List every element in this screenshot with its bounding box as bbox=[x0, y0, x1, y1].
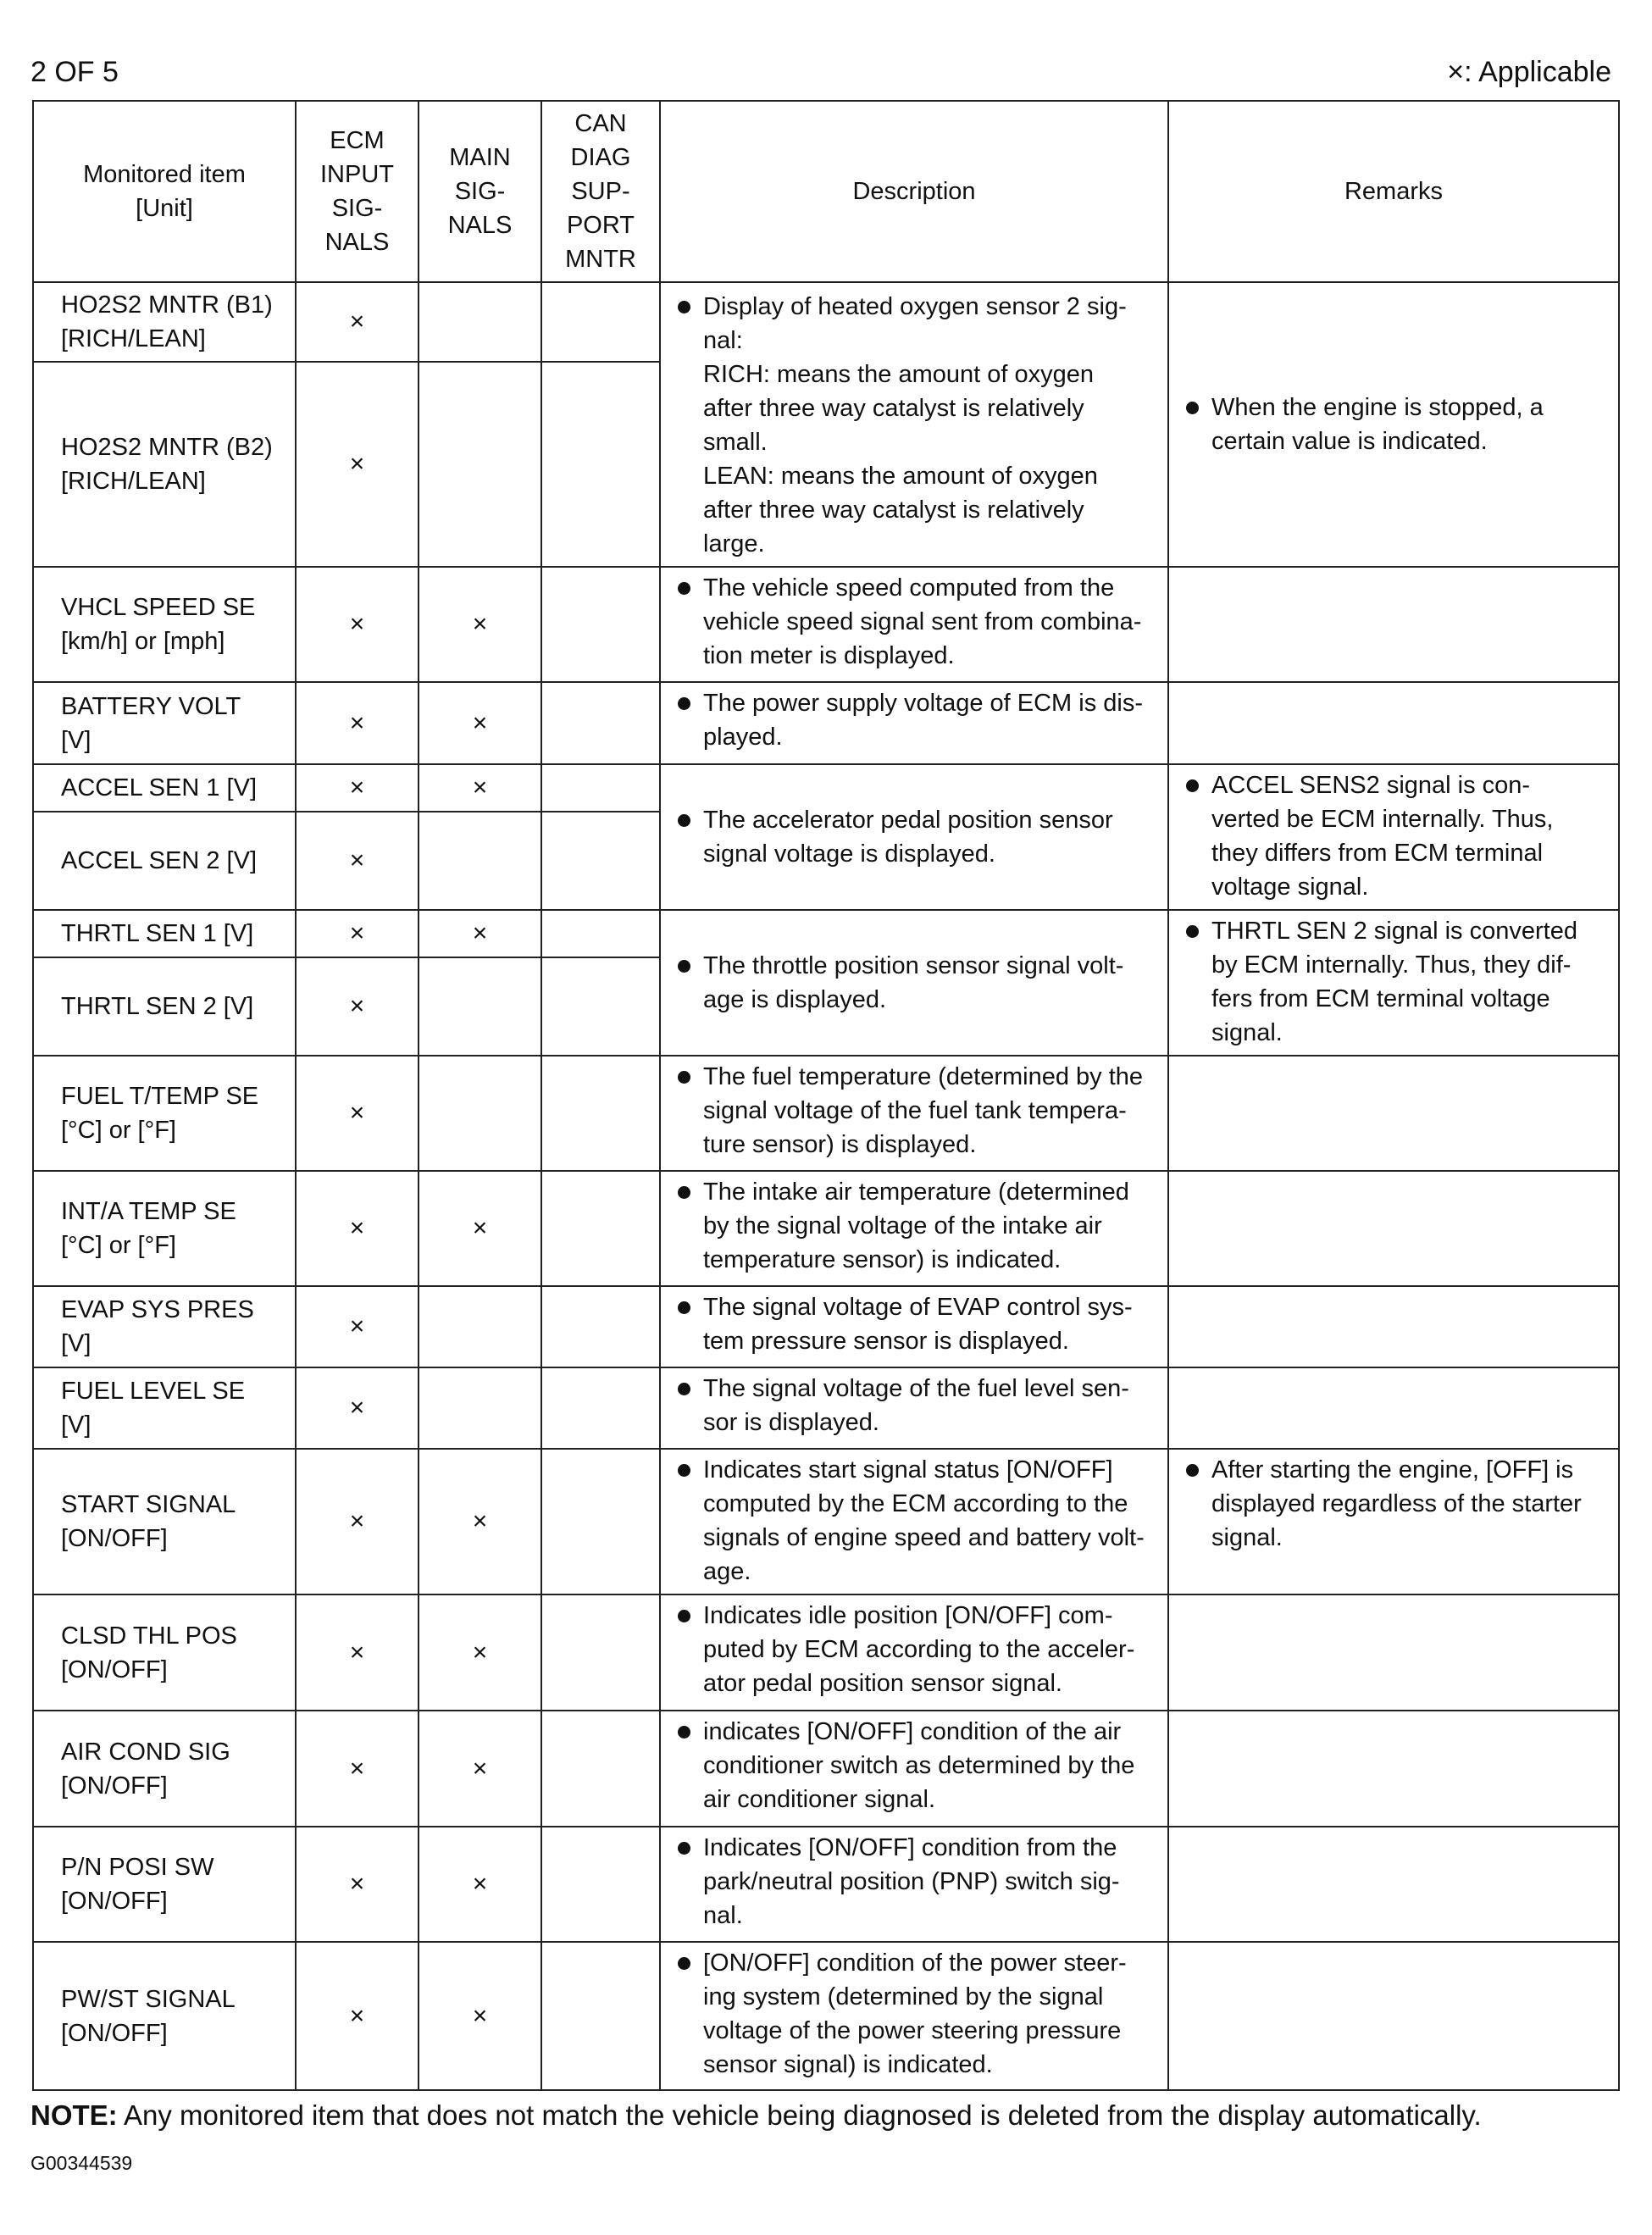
applicable-mark: × bbox=[349, 774, 365, 801]
text-line: ACCEL SEN 1 [V] bbox=[61, 774, 258, 801]
text-line: ACCEL SENS2 signal is con- bbox=[1211, 772, 1531, 799]
bullet-item bbox=[676, 1060, 1159, 1162]
text-line: The fuel temperature (determined by the bbox=[703, 1063, 1144, 1090]
text-line: DIAG bbox=[570, 144, 631, 171]
can-mark bbox=[541, 1827, 660, 1942]
monitored-item bbox=[33, 362, 296, 567]
monitored-item bbox=[33, 682, 296, 764]
text-line: [RICH/LEAN] bbox=[61, 468, 206, 495]
monitored-item bbox=[33, 957, 296, 1056]
remarks bbox=[1168, 910, 1619, 1056]
ecm-mark bbox=[296, 957, 419, 1056]
applicable-mark: × bbox=[349, 1394, 365, 1422]
text-line: displayed regardless of the starter bbox=[1211, 1490, 1582, 1517]
applicable-mark: × bbox=[472, 1507, 488, 1535]
monitored-item bbox=[33, 1942, 296, 2090]
ecm-mark bbox=[296, 812, 419, 910]
text-line: by the signal voltage of the intake air bbox=[703, 1212, 1102, 1240]
ecm-mark bbox=[296, 1056, 419, 1171]
remarks bbox=[1168, 282, 1619, 567]
can-mark bbox=[541, 957, 660, 1056]
monitor-table bbox=[32, 100, 1620, 2091]
applicable-mark: × bbox=[349, 308, 365, 336]
applicable-mark: × bbox=[349, 1214, 365, 1242]
table-row bbox=[33, 682, 1619, 764]
text-line: [ON/OFF] bbox=[61, 2019, 168, 2047]
monitored-item bbox=[33, 764, 296, 812]
page-label: 2 OF 5 bbox=[30, 56, 119, 88]
text-line: ing system (determined by the signal bbox=[703, 1983, 1104, 2010]
can-mark bbox=[541, 1942, 660, 2090]
applicable-mark: × bbox=[349, 1754, 365, 1783]
text-line: nal: bbox=[703, 327, 743, 354]
text-line: after three way catalyst is relatively bbox=[703, 496, 1084, 524]
can-mark bbox=[541, 910, 660, 957]
text-line: [ON/OFF] condition of the power steer- bbox=[703, 1949, 1127, 1977]
text-line: CAN bbox=[574, 110, 627, 137]
applicable-mark: × bbox=[349, 1507, 365, 1535]
table-row bbox=[33, 764, 1619, 812]
bullet-item bbox=[676, 1175, 1159, 1277]
ecm-mark bbox=[296, 567, 419, 682]
text-line: puted by ECM according to the acceler- bbox=[703, 1636, 1135, 1663]
text-line: [°C] or [°F] bbox=[61, 1232, 176, 1259]
text-line: CLSD THL POS bbox=[61, 1622, 237, 1650]
text-line: [Unit] bbox=[136, 195, 193, 222]
main-mark bbox=[419, 1286, 541, 1367]
text-line: BATTERY VOLT bbox=[61, 692, 241, 720]
text-line: RICH: means the amount of oxygen bbox=[703, 361, 1095, 388]
remarks bbox=[1168, 1711, 1619, 1827]
bullet-item bbox=[1184, 1453, 1610, 1555]
ecm-mark bbox=[296, 910, 419, 957]
text-line: [°C] or [°F] bbox=[61, 1117, 176, 1144]
monitored-item bbox=[33, 910, 296, 957]
header-description: Description bbox=[660, 101, 1168, 282]
bullet-item bbox=[676, 1599, 1159, 1700]
main-mark bbox=[419, 1942, 541, 2090]
remarks bbox=[1168, 1056, 1619, 1171]
text-line: HO2S2 MNTR (B1) bbox=[61, 291, 273, 319]
can-mark bbox=[541, 1367, 660, 1449]
can-mark bbox=[541, 567, 660, 682]
text-line: THRTL SEN 1 [V] bbox=[61, 920, 254, 947]
applicable-mark: × bbox=[349, 1312, 365, 1340]
monitored-item bbox=[33, 1711, 296, 1827]
can-mark bbox=[541, 1056, 660, 1171]
text-line: Display of heated oxygen sensor 2 sig- bbox=[703, 293, 1127, 320]
description bbox=[660, 1171, 1168, 1286]
text-line: sensor signal) is indicated. bbox=[703, 2051, 993, 2078]
text-line: [ON/OFF] bbox=[61, 1655, 168, 1683]
table-row bbox=[33, 1942, 1619, 2090]
applicable-mark: × bbox=[472, 1870, 488, 1898]
text-line: park/neutral position (PNP) switch sig- bbox=[703, 1868, 1120, 1895]
bullet-item bbox=[1184, 391, 1610, 458]
main-mark bbox=[419, 1827, 541, 1942]
applicable-mark: × bbox=[472, 1638, 488, 1667]
remarks bbox=[1168, 764, 1619, 910]
text-line: HO2S2 MNTR (B2) bbox=[61, 434, 273, 461]
note-text: Any monitored item that does not match the vehicle being diagnosed is deleted from the display automatically. bbox=[117, 2099, 1482, 2131]
text-line: tion meter is displayed. bbox=[703, 642, 955, 669]
header-main-signals bbox=[419, 101, 541, 282]
can-mark bbox=[541, 1286, 660, 1367]
header-can-diag-support-mntr bbox=[541, 101, 660, 282]
bullet-item bbox=[1184, 768, 1610, 904]
text-line: NALS bbox=[324, 229, 390, 256]
text-line: signals of engine speed and battery volt- bbox=[703, 1524, 1145, 1551]
text-line: conditioner switch as determined by the bbox=[703, 1752, 1135, 1779]
text-line: computed by the ECM according to the bbox=[703, 1490, 1128, 1517]
table-row bbox=[33, 1286, 1619, 1367]
text-line: PW/ST SIGNAL bbox=[61, 1985, 236, 2013]
applicable-mark: × bbox=[349, 919, 365, 947]
ecm-mark bbox=[296, 1286, 419, 1367]
main-mark bbox=[419, 812, 541, 910]
monitored-item bbox=[33, 812, 296, 910]
ecm-mark bbox=[296, 1367, 419, 1449]
table-row bbox=[33, 910, 1619, 957]
text-line: indicates [ON/OFF] condition of the air bbox=[703, 1718, 1122, 1745]
ecm-mark bbox=[296, 1449, 419, 1594]
bullet-item bbox=[676, 1372, 1159, 1439]
main-mark bbox=[419, 1056, 541, 1171]
text-line: The vehicle speed computed from the bbox=[703, 574, 1115, 602]
ecm-mark bbox=[296, 682, 419, 764]
text-line: ator pedal position sensor signal. bbox=[703, 1670, 1062, 1697]
text-line: age. bbox=[703, 1558, 751, 1585]
text-line: small. bbox=[703, 429, 768, 456]
description bbox=[660, 682, 1168, 764]
text-line: sor is displayed. bbox=[703, 1409, 879, 1436]
text-line: after three way catalyst is relatively bbox=[703, 395, 1084, 422]
description bbox=[660, 567, 1168, 682]
main-mark bbox=[419, 282, 541, 362]
monitored-item bbox=[33, 282, 296, 362]
note-label: NOTE: bbox=[30, 2099, 118, 2131]
text-line: large. bbox=[703, 530, 765, 557]
text-line: Indicates start signal status [ON/OFF] bbox=[703, 1456, 1113, 1484]
ecm-mark bbox=[296, 764, 419, 812]
remarks bbox=[1168, 1286, 1619, 1367]
text-line: ACCEL SEN 2 [V] bbox=[61, 847, 258, 874]
can-mark bbox=[541, 362, 660, 567]
text-line: [V] bbox=[61, 1330, 91, 1357]
table-row bbox=[33, 1171, 1619, 1286]
can-mark bbox=[541, 1449, 660, 1594]
bullet-item bbox=[676, 1453, 1159, 1589]
remarks bbox=[1168, 682, 1619, 764]
remarks bbox=[1168, 1171, 1619, 1286]
text-line: Monitored item bbox=[83, 161, 246, 188]
applicable-mark: × bbox=[349, 708, 365, 737]
applicable-mark: × bbox=[472, 2001, 488, 2030]
monitored-item bbox=[33, 1827, 296, 1942]
remarks bbox=[1168, 1449, 1619, 1594]
can-mark bbox=[541, 1594, 660, 1711]
text-line: signal. bbox=[1211, 1524, 1283, 1551]
text-line: The signal voltage of the fuel level sen- bbox=[703, 1375, 1129, 1402]
text-line: P/N POSI SW bbox=[61, 1854, 214, 1881]
can-mark bbox=[541, 812, 660, 910]
bullet-item bbox=[676, 1946, 1159, 2082]
bullet-item bbox=[676, 571, 1159, 673]
text-line: ture sensor) is displayed. bbox=[703, 1131, 977, 1158]
main-mark bbox=[419, 1449, 541, 1594]
text-line: PORT bbox=[566, 212, 635, 239]
bullet-item bbox=[676, 803, 1159, 871]
header-ecm-input-signals bbox=[296, 101, 419, 282]
description bbox=[660, 1367, 1168, 1449]
description bbox=[660, 1449, 1168, 1594]
monitored-item bbox=[33, 1171, 296, 1286]
monitored-item bbox=[33, 1367, 296, 1449]
monitored-item bbox=[33, 1286, 296, 1367]
remarks bbox=[1168, 567, 1619, 682]
text-line: [ON/OFF] bbox=[61, 1772, 168, 1800]
description bbox=[660, 1827, 1168, 1942]
text-line: The signal voltage of EVAP control sys- bbox=[703, 1294, 1133, 1321]
applicable-mark: × bbox=[349, 1870, 365, 1898]
text-line: [ON/OFF] bbox=[61, 1888, 168, 1915]
bullet-item bbox=[676, 686, 1159, 754]
ecm-mark bbox=[296, 1594, 419, 1711]
header-monitored-item bbox=[33, 101, 296, 282]
main-mark bbox=[419, 957, 541, 1056]
text-line: [V] bbox=[61, 726, 91, 754]
text-line: FUEL LEVEL SE bbox=[61, 1378, 246, 1405]
can-mark bbox=[541, 282, 660, 362]
text-line: VHCL SPEED SE bbox=[61, 594, 256, 621]
table-row bbox=[33, 1449, 1619, 1594]
text-line: EVAP SYS PRES bbox=[61, 1296, 254, 1323]
description bbox=[660, 910, 1168, 1056]
table-row bbox=[33, 1367, 1619, 1449]
text-line: signal. bbox=[1211, 1019, 1283, 1046]
text-line: [RICH/LEAN] bbox=[61, 325, 206, 352]
text-line: certain value is indicated. bbox=[1211, 428, 1488, 455]
text-line: air conditioner signal. bbox=[703, 1786, 936, 1813]
can-mark bbox=[541, 1711, 660, 1827]
text-line: THRTL SEN 2 [V] bbox=[61, 993, 254, 1020]
text-line: FUEL T/TEMP SE bbox=[61, 1083, 259, 1110]
can-mark bbox=[541, 682, 660, 764]
text-line: START SIGNAL bbox=[61, 1491, 236, 1518]
ecm-mark bbox=[296, 1711, 419, 1827]
text-line: LEAN: means the amount of oxygen bbox=[703, 463, 1098, 490]
description bbox=[660, 1056, 1168, 1171]
description bbox=[660, 1286, 1168, 1367]
description bbox=[660, 764, 1168, 910]
applicable-mark: × bbox=[472, 774, 488, 801]
applicable-mark: × bbox=[472, 919, 488, 947]
remarks bbox=[1168, 1942, 1619, 2090]
text-line: Indicates [ON/OFF] condition from the bbox=[703, 1834, 1117, 1861]
text-line: nal. bbox=[703, 1902, 743, 1929]
bullet-item bbox=[676, 1831, 1159, 1933]
applicable-mark: × bbox=[349, 992, 365, 1020]
text-line: verted be ECM internally. Thus, bbox=[1211, 806, 1554, 833]
applicable-mark: × bbox=[349, 1099, 365, 1127]
table-row bbox=[33, 1056, 1619, 1171]
text-line: age is displayed. bbox=[703, 986, 887, 1013]
bullet-item bbox=[676, 1715, 1159, 1816]
can-mark bbox=[541, 764, 660, 812]
applicable-mark: × bbox=[472, 1754, 488, 1783]
note bbox=[30, 2099, 1482, 2132]
monitored-item bbox=[33, 1449, 296, 1594]
text-line: signal voltage is displayed. bbox=[703, 840, 995, 868]
table-row bbox=[33, 282, 1619, 362]
text-line: The accelerator pedal position sensor bbox=[703, 807, 1113, 834]
text-line: voltage signal. bbox=[1211, 873, 1369, 901]
applicable-mark: × bbox=[472, 610, 488, 638]
description bbox=[660, 282, 1168, 567]
text-line: The throttle position sensor signal volt- bbox=[703, 952, 1124, 979]
ecm-mark bbox=[296, 282, 419, 362]
table-row bbox=[33, 1711, 1619, 1827]
text-line: SUP- bbox=[571, 178, 630, 205]
text-line: SIG- bbox=[331, 195, 383, 222]
main-mark bbox=[419, 567, 541, 682]
monitored-item bbox=[33, 1056, 296, 1171]
applicable-mark: × bbox=[472, 708, 488, 737]
bullet-item bbox=[676, 949, 1159, 1017]
monitored-item bbox=[33, 567, 296, 682]
ecm-mark bbox=[296, 1942, 419, 2090]
text-line: INT/A TEMP SE bbox=[61, 1198, 236, 1225]
text-line: Indicates idle position [ON/OFF] com- bbox=[703, 1602, 1113, 1629]
main-mark bbox=[419, 764, 541, 812]
ecm-mark bbox=[296, 1171, 419, 1286]
table-row bbox=[33, 567, 1619, 682]
can-mark bbox=[541, 1171, 660, 1286]
table-row bbox=[33, 1594, 1619, 1711]
main-mark bbox=[419, 362, 541, 567]
figure-id: G00344539 bbox=[30, 2152, 133, 2174]
main-mark bbox=[419, 910, 541, 957]
main-mark bbox=[419, 1594, 541, 1711]
text-line: AIR COND SIG bbox=[61, 1738, 230, 1766]
applicable-mark: × bbox=[349, 610, 365, 638]
text-line: MAIN bbox=[449, 144, 511, 171]
text-line: vehicle speed signal sent from combina- bbox=[703, 608, 1142, 635]
header-remarks: Remarks bbox=[1168, 101, 1619, 282]
ecm-mark bbox=[296, 1827, 419, 1942]
text-line: When the engine is stopped, a bbox=[1211, 394, 1544, 421]
table-row bbox=[33, 1827, 1619, 1942]
text-line: [ON/OFF] bbox=[61, 1525, 168, 1552]
monitored-item bbox=[33, 1594, 296, 1711]
text-line: temperature sensor) is indicated. bbox=[703, 1246, 1062, 1273]
text-line: INPUT bbox=[320, 161, 394, 188]
text-line: The power supply voltage of ECM is dis- bbox=[703, 690, 1143, 717]
main-mark bbox=[419, 682, 541, 764]
text-line: fers from ECM terminal voltage bbox=[1211, 985, 1550, 1012]
text-line: The intake air temperature (determined bbox=[703, 1179, 1129, 1206]
main-mark bbox=[419, 1171, 541, 1286]
text-line: by ECM internally. Thus, they dif- bbox=[1211, 951, 1572, 979]
applicable-mark: × bbox=[349, 2001, 365, 2030]
header-row bbox=[33, 101, 1619, 282]
bullet-item bbox=[676, 290, 1159, 561]
text-line: [V] bbox=[61, 1411, 91, 1439]
main-mark bbox=[419, 1367, 541, 1449]
text-line: played. bbox=[703, 724, 783, 751]
description bbox=[660, 1942, 1168, 2090]
applicable-mark: × bbox=[349, 450, 365, 478]
applicable-legend: ×: Applicable bbox=[1447, 56, 1611, 88]
text-line: they differs from ECM terminal bbox=[1211, 840, 1544, 867]
bullet-item bbox=[1184, 914, 1610, 1050]
description bbox=[660, 1711, 1168, 1827]
ecm-mark bbox=[296, 362, 419, 567]
applicable-mark: × bbox=[349, 1638, 365, 1667]
bullet-item bbox=[676, 1290, 1159, 1358]
text-line: tem pressure sensor is displayed. bbox=[703, 1328, 1069, 1355]
text-line: [km/h] or [mph] bbox=[61, 628, 225, 655]
text-line: MNTR bbox=[565, 246, 636, 273]
main-mark bbox=[419, 1711, 541, 1827]
remarks bbox=[1168, 1594, 1619, 1711]
text-line: ECM bbox=[330, 127, 385, 154]
text-line: signal voltage of the fuel tank tempera- bbox=[703, 1097, 1127, 1124]
text-line: After starting the engine, [OFF] is bbox=[1211, 1456, 1574, 1484]
remarks bbox=[1168, 1827, 1619, 1942]
description bbox=[660, 1594, 1168, 1711]
text-line: NALS bbox=[447, 212, 513, 239]
remarks bbox=[1168, 1367, 1619, 1449]
applicable-mark: × bbox=[349, 846, 365, 874]
text-line: SIG- bbox=[454, 178, 506, 205]
text-line: THRTL SEN 2 signal is converted bbox=[1211, 918, 1577, 945]
applicable-mark: × bbox=[472, 1214, 488, 1242]
text-line: voltage of the power steering pressure bbox=[703, 2017, 1122, 2044]
